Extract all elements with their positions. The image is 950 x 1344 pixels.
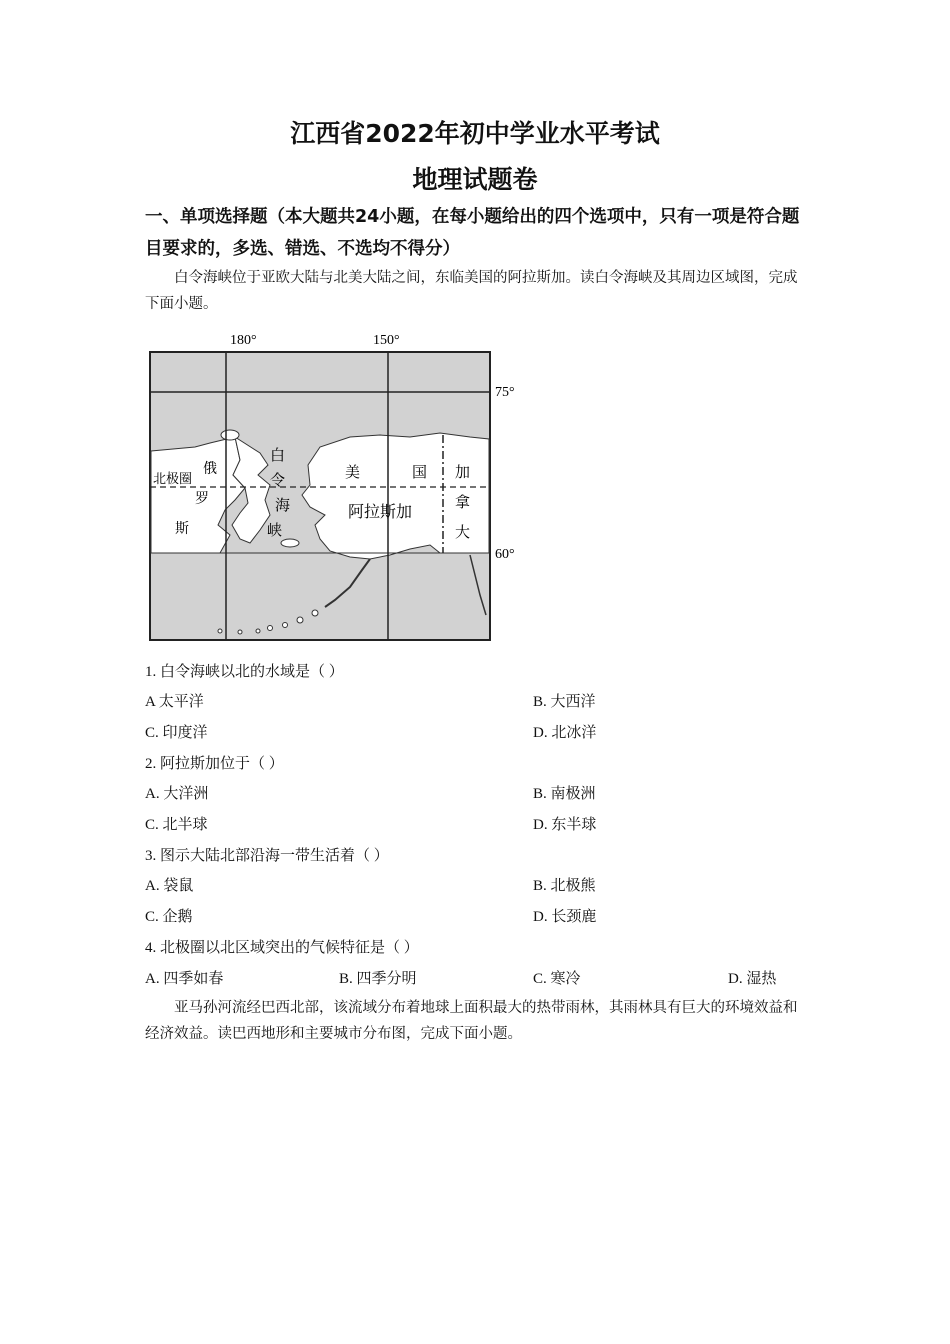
question-2-stem: 2. 阿拉斯加位于（ ） [145,756,284,772]
russia-label-1: 俄 [203,461,217,477]
lon-label-150: 150° [373,333,400,348]
bering-label-3: 海 [275,496,291,514]
question-3-stem: 3. 图示大陆北部沿海一带生活着（ ） [145,848,389,864]
usa-label-1: 美 [345,463,361,481]
q4-option-c[interactable]: C. 寒冷 [533,971,581,987]
alaska-label: 阿拉斯加 [348,502,413,521]
bering-label-1: 白 [270,446,286,464]
exam-title: 江西省2022年初中学业水平考试 [290,119,660,148]
lat-label-75: 75° [495,385,515,400]
arctic-circle-label: 北极圈 [153,472,193,487]
canada-label-2: 拿 [455,493,471,511]
island [281,539,299,547]
question-1-stem: 1. 白令海峡以北的水域是（ ） [145,664,344,680]
lat-label-60: 60° [495,547,515,562]
passage-bering: 白令海峡位于亚欧大陆与北美大陆之间，东临美国的阿拉斯加。读白令海峡及其周边区域图，完成下面小题。 [145,270,798,312]
q1-option-d[interactable]: D. 北冰洋 [533,725,597,741]
lon-label-180: 180° [230,333,257,348]
question-4-stem: 4. 北极圈以北区域突出的气候特征是（ ） [145,940,419,956]
passage-brazil: 亚马孙河流经巴西北部，该流域分布着地球上面积最大的热带雨林，其雨林具有巨大的环境效益和经济效益。读巴西地形和主要城市分布图，完成下面小题。 [145,1000,798,1042]
q2-option-d[interactable]: D. 东半球 [533,817,597,833]
q2-option-b[interactable]: B. 南极洲 [533,786,596,802]
q3-option-b[interactable]: B. 北极熊 [533,878,596,894]
bering-strait-map [140,325,515,647]
exam-subtitle: 地理试题卷 [412,165,538,194]
q3-option-c[interactable]: C. 企鹅 [145,909,193,925]
q3-option-d[interactable]: D. 长颈鹿 [533,909,597,925]
q3-option-a[interactable]: A. 袋鼠 [145,878,194,894]
q4-option-b[interactable]: B. 四季分明 [339,971,417,987]
q2-option-a[interactable]: A. 大洋洲 [145,786,209,802]
canada-label-1: 加 [455,463,471,481]
wrangel-island [221,430,239,440]
bering-label-2: 令 [270,471,286,489]
q4-option-d[interactable]: D. 湿热 [728,971,777,987]
q1-option-b[interactable]: B. 大西洋 [533,694,596,710]
q4-option-a[interactable]: A. 四季如春 [145,971,224,987]
russia-label-3: 斯 [175,521,189,537]
canada-label-3: 大 [455,523,471,541]
q1-option-c[interactable]: C. 印度洋 [145,725,208,741]
q2-option-c[interactable]: C. 北半球 [145,817,208,833]
russia-label-2: 罗 [195,491,209,507]
q1-option-a[interactable]: A 太平洋 [145,694,204,710]
section-heading: 一、单项选择题（本大题共24小题，在每小题给出的四个选项中，只有一项是符合题目要求的，多选、错选、不选均不得分） [145,207,800,259]
bering-label-4: 峡 [267,521,283,539]
usa-label-2: 国 [412,463,428,481]
